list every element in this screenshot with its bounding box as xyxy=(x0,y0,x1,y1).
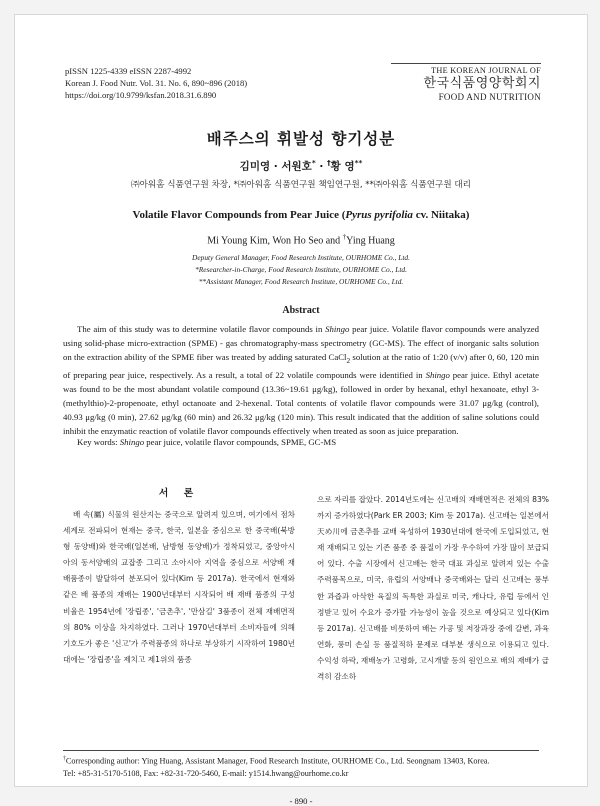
keywords-label: Key words: xyxy=(77,437,120,447)
corresponding-author-ko: 황 영 xyxy=(330,160,355,173)
footnote-divider xyxy=(63,750,539,751)
author-mark-ko: * xyxy=(311,158,316,167)
body-column-right xyxy=(317,492,549,685)
abstract-text: pear juice. Volatile flavor compounds were analyzed using solid-phase micro-extraction (SPME) - gas chromatography-mass spectrometry (GC-MS). The effect of inorganic salts solution on the extraction ability of the SPME fiber was treated by adding saturated CaCl xyxy=(63,324,539,363)
keywords-line xyxy=(63,435,539,449)
intro-paragraph-right: 으로 자리를 잡았다. 2014년도에는 신고배의 재배면적은 전체의 83%까지 증가하였다(Park ER 2003; Kim 등 2017a). 신고배는 일본에서 天め川에 금촌추를 교배 육성하여 1930년대에 한국에 도입되었고, 현재 재배되고 있는 기존 품종 중 품질이 가장 우수하여 가장 많이 보급되어 있다. 수출 시장에서 신고배는 한국 대표 과실로 알려져 있는 수출 주력품목으로, 미국, 유럽의 서양배나 중국배와는 달리 신고배는 풍부한 과즙과 아삭한 육질의 독특한 과실로 미국, 캐나다, 유럽 등에서 인정받고 있어 수요가 증가할 가능성이 높을 것으로 예상되고 있다(Kim 등 2017a). 신고배를 비롯하여 배는 가공 및 저장과장 중에 갈변, 과육 연화, 풍미 손실 등 품질적하 문제로 대부분 생식으로 이용되고 있다. 수익성 하락, 재배농가 고령화, 고시개발 등의 원인으로 배의 재배가 급격히 감소하 xyxy=(317,495,549,682)
abstract-subscript: 2 xyxy=(346,356,351,365)
abstract-text: pear juice. Ethyl acetate was found to be the most abundant volatile compound (13.36~19.61 μg/kg), followed in order by hexanal, ethyl hexanoate, ethyl 3-(methylthio)-2-propenoate, ethyl octanoate and 2-hexenal. Total contents of volatile flavor compounds were 31.07 μg/kg (control), 40.93 μg/kg (0 min), 27.62 μg/kg (60 min) and 26.32 μg/kg (120 min). This result indicated that the addition of saline solutions could inhibit the enzymatic reaction of volatile flavor compounds effectively when treated as soon as juice preparation. xyxy=(63,370,539,437)
author-names-ko: 김미영 · 서원호 xyxy=(239,160,312,173)
author-mark-ko-2: ** xyxy=(354,158,363,167)
abstract-italic: Shingo xyxy=(425,370,450,381)
footnote-text: Corresponding author: Ying Huang, Assistant Manager, Food Research Institute, OURHOME Co., Ltd. Seongnam 13403, Korea. xyxy=(65,756,490,766)
affiliation-en-line: **Assistant Manager, Food Research Institute, OURHOME Co., Ltd. xyxy=(198,276,404,286)
abstract-body xyxy=(63,322,539,439)
affiliation-en-line: *Researcher-in-Charge, Food Research Institute, OURHOME Co., Ltd. xyxy=(195,264,407,274)
body-column-left xyxy=(63,507,295,668)
journal-name-en-top: THE KOREAN JOURNAL OF xyxy=(431,66,541,75)
authors-korean xyxy=(15,158,587,174)
keywords-italic: Shingo xyxy=(119,437,145,447)
abstract-text: The aim of this study was to determine volatile flavor compounds in xyxy=(77,324,326,334)
journal-name-ko: 한국식품영양학회지 xyxy=(423,76,541,91)
abstract-heading: Abstract xyxy=(282,305,320,316)
page-number: - 890 - xyxy=(289,796,313,806)
corresponding-mark-ko: † xyxy=(327,158,331,167)
issn-line: pISSN 1225-4339 eISSN 2287-4992 xyxy=(65,66,192,76)
title-en-pre: Volatile Flavor Compounds from Pear Juice ( xyxy=(132,209,346,221)
corresponding-author-en: Ying Huang xyxy=(346,235,395,247)
title-en-species: Pyrus pyrifolia xyxy=(345,209,413,221)
title-en-post: cv. Niitaka) xyxy=(412,209,470,221)
abstract-italic: Shingo xyxy=(325,324,350,334)
section-heading-introduction: 서 론 xyxy=(158,488,200,499)
journal-page xyxy=(14,14,588,806)
authors-english xyxy=(15,233,587,246)
citation-line: Korean J. Food Nutr. Vol. 31. No. 6, 890~896 (2018) xyxy=(65,78,248,88)
footnote-mark: † xyxy=(63,756,66,762)
doi-link[interactable]: https://doi.org/10.9799/ksfan.2018.31.6.890 xyxy=(65,90,217,100)
citation-block xyxy=(65,65,247,101)
journal-name-en-bottom: FOOD AND NUTRITION xyxy=(438,92,541,102)
keywords-list: pear juice, volatile flavor compounds, SPME, GC-MS xyxy=(144,437,337,447)
author-names-en: Mi Young Kim, Won Ho Seo and xyxy=(207,235,343,247)
author-separator: · xyxy=(315,160,327,173)
title-korean: 배주스의 휘발성 향기성분 xyxy=(206,130,396,148)
corresponding-mark-en: † xyxy=(342,233,347,241)
footnote-line-1 xyxy=(63,753,543,768)
abstract-text: solution at the ratio of 1:20 (v/v) after 0, 60, 120 min of preparing pear juice, respectively. As a result, a total of 22 volatile compounds were identified in xyxy=(63,352,539,381)
affiliation-en-line: Deputy General Manager, Food Research Institute, OURHOME Co., Ltd. xyxy=(192,253,410,262)
abstract-paragraph xyxy=(63,322,539,439)
intro-paragraph-left: 배 속(屬) 식물의 원산지는 중국으로 알려져 있으며, 여기에서 점차 세계로 전파되어 현재는 중국, 한국, 일본을 중심으로 한 중국배(북방형 동양배)와 한국배(일본배, 남방형 동양배)가 정착되었고, 중앙아시아의 동서양배의 교잡종 그리고 소아시아 지역을 중심으로 서양배 재배품종이 발달하여 분포되어 있다(Kim 등 2017a). 한국에서 현재와 같은 배 품종의 재배는 1900년대부터 시작되어 배 재배 품종의 구성 비율은 1954년에 '장립종', '금촌추', '만삼길' 3품종이 전체 재배면적의 80% 이상을 차지하였다. 그러나 1970년대부터 소비자들에 의해 기호도가 좋은 '신고'가 주력품종의 하나로 부상하기 시작하여 1980년대에는 '장립종'을 제치고 제1위의 품종 xyxy=(63,510,295,664)
affiliation-english xyxy=(15,252,587,287)
journal-logo xyxy=(391,63,541,103)
title-english xyxy=(15,209,587,221)
footnote-line-2: Tel: +85-31-5170-5108, Fax: +82-31-720-5460, E-mail: y1514.hwang@ourhome.co.kr xyxy=(63,768,349,778)
corresponding-author-footnote xyxy=(63,753,543,780)
journal-rule xyxy=(391,63,541,64)
affiliation-korean: ㈜아워홈 식품연구원 차장, *㈜아워홈 식품연구원 책임연구원, **㈜아워홈 식품연구원 대리 xyxy=(131,180,471,190)
